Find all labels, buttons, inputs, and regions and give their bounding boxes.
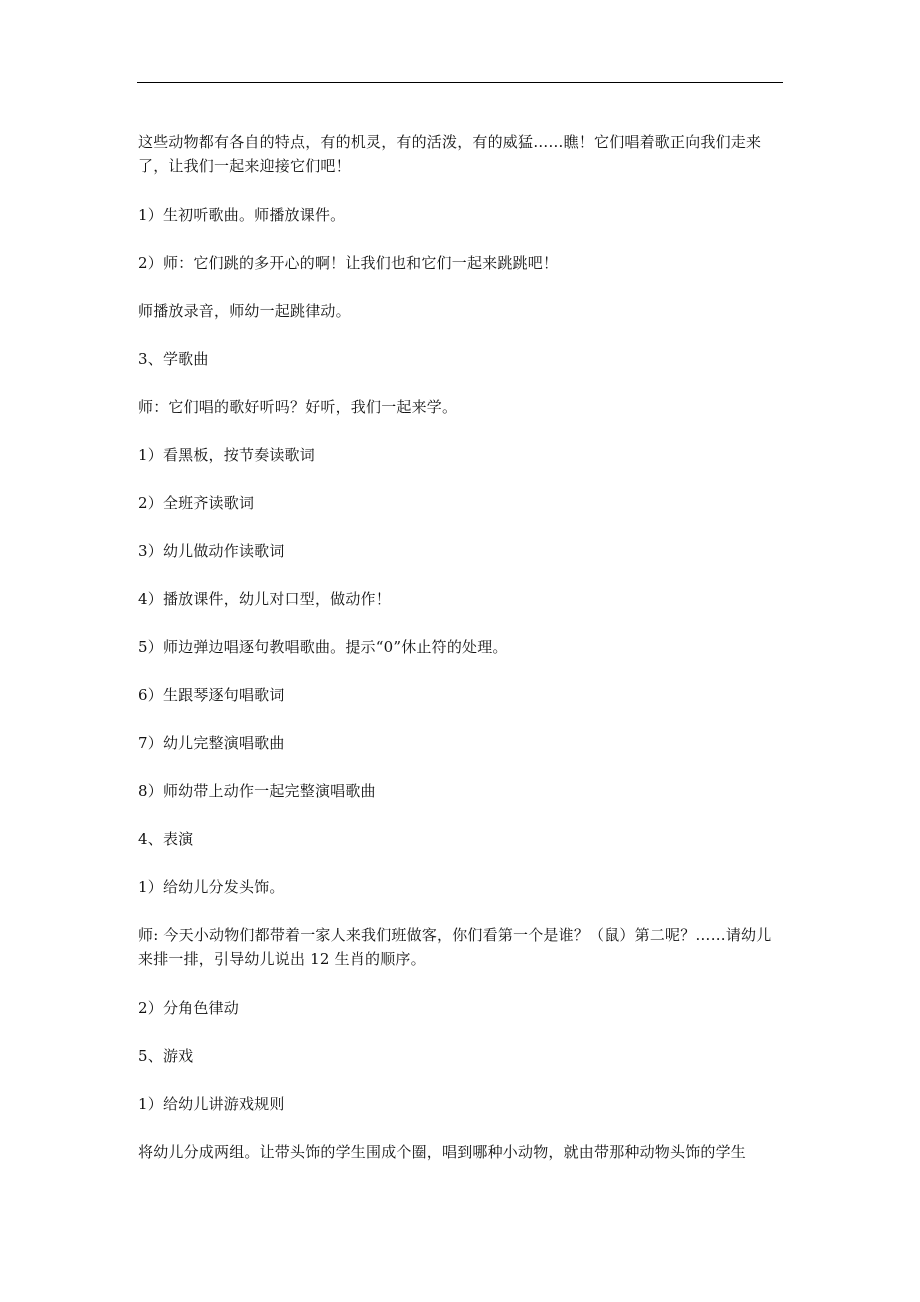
list-item: 5）师边弹边唱逐句教唱歌曲。提示“0”休止符的处理。 (138, 638, 508, 656)
paragraph: 师: 今天小动物们都带着一家人来我们班做客，你们看第一个是谁？（鼠）第二呢？……请幼儿来排一排，引导幼儿说出 12 生肖的顺序。 (138, 926, 772, 968)
list-item: 8）师幼带上动作一起完整演唱歌曲 (138, 782, 376, 800)
list-item: 3）幼儿做动作读歌词 (138, 542, 285, 560)
list-item: 1）给幼儿分发头饰。 (138, 878, 285, 896)
list-item: 2）分角色律动 (138, 999, 239, 1017)
section-heading: 3、学歌曲 (138, 350, 209, 368)
section-heading: 5、游戏 (138, 1047, 194, 1065)
list-item: 1）看黑板，按节奏读歌词 (138, 446, 315, 464)
list-item: 6）生跟琴逐句唱歌词 (138, 686, 285, 704)
list-item: 1）给幼儿讲游戏规则 (138, 1095, 285, 1113)
paragraph: 2）师：它们跳的多开心的啊！让我们也和它们一起来跳跳吧！ (138, 254, 559, 272)
document-body (138, 130, 786, 1188)
list-item: 4）播放课件，幼儿对口型，做动作！ (138, 590, 391, 608)
paragraph: 将幼儿分成两组。让带头饰的学生围成个圈，唱到哪种小动物，就由带那种动物头饰的学生 (138, 1143, 747, 1161)
paragraph: 这些动物都有各自的特点，有的机灵，有的活泼，有的威猛……瞧！它们唱着歌正向我们走来了，让我们一起来迎接它们吧！ (138, 133, 762, 175)
list-item: 2）全班齐读歌词 (138, 494, 255, 512)
header-rule (137, 82, 783, 83)
paragraph: 1）生初听歌曲。师播放课件。 (138, 206, 346, 224)
list-item: 7）幼儿完整演唱歌曲 (138, 734, 285, 752)
paragraph: 师播放录音，师幼一起跳律动。 (138, 302, 351, 320)
paragraph: 师：它们唱的歌好听吗？好听，我们一起来学。 (138, 398, 458, 416)
section-heading: 4、表演 (138, 830, 194, 848)
